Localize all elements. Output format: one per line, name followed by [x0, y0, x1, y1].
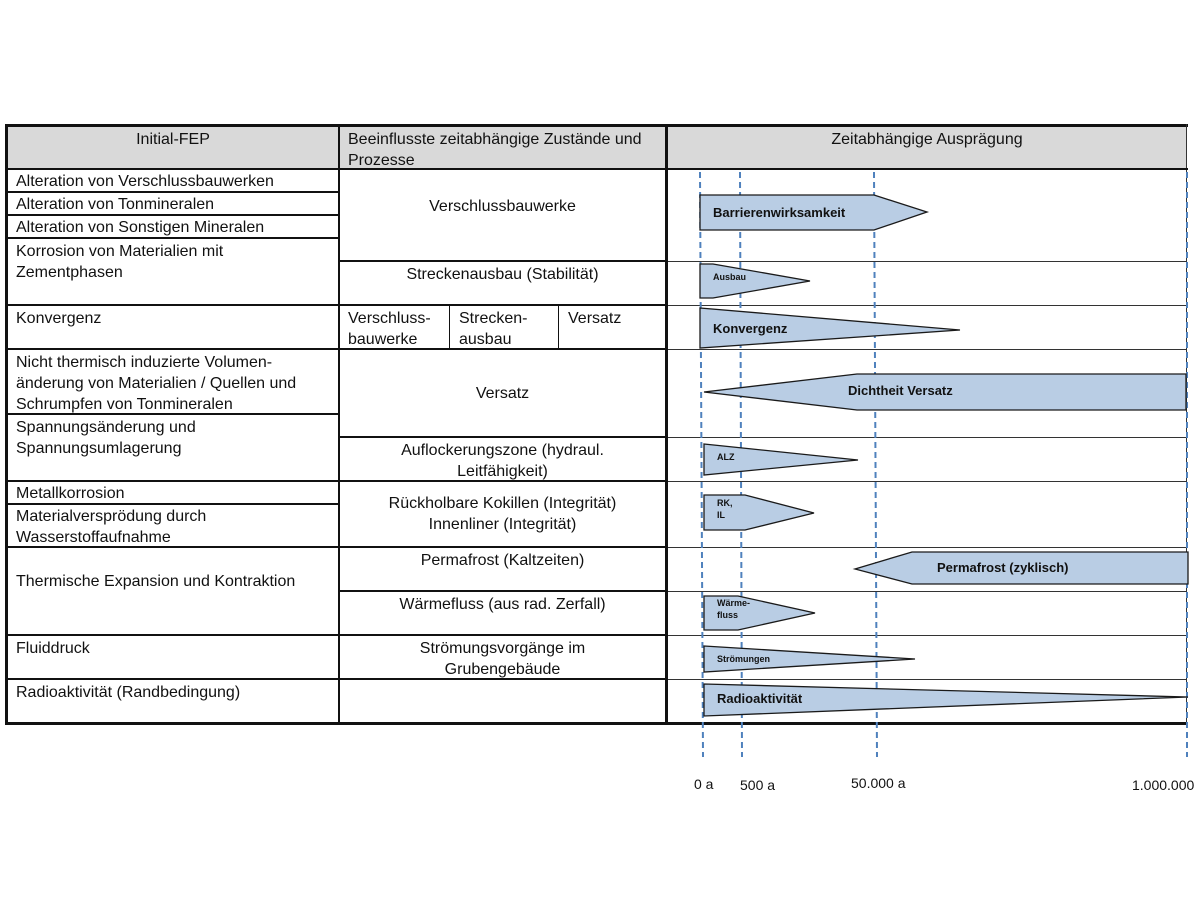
timeline-arrow-label: Barrierenwirksamkeit	[713, 205, 846, 220]
process-cell: Wärmefluss (aus rad. Zerfall)	[399, 596, 606, 613]
timeline-arrow-label: Radioaktivität	[717, 691, 803, 706]
timeline-arrow-label: Permafrost (zyklisch)	[937, 560, 1069, 575]
process-cell: Versatz	[475, 384, 530, 402]
fep-cell: Alteration von Verschlussbauwerken	[16, 173, 274, 190]
timeline-arrow-label: Wärme-fluss	[717, 598, 751, 620]
fep-cell: Konvergenz	[16, 310, 102, 327]
dash-line-0a	[700, 172, 703, 757]
fep-cell: Radioaktivität (Randbedingung)	[16, 684, 241, 701]
timeline-arrow-label: Dichtheit Versatz	[848, 383, 953, 398]
fep-cell: Korrosion von Materialien mit Zementphasen	[16, 243, 224, 281]
process-subcell: Strecken-ausbau	[459, 310, 528, 348]
tick-label-50000a: 50.000 a	[851, 775, 906, 791]
process-cell: Streckenausbau (Stabilität)	[406, 266, 599, 283]
timeline-arrow-label: RK, IL	[717, 498, 733, 520]
timeline-arrow-label: Ausbau	[713, 272, 747, 282]
header-processes: Beeinflusste zeitabhängige Zustände und Prozesse	[340, 127, 665, 168]
process-cell: Auflockerungszone (hydraul. Leitfähigkeit)	[401, 442, 604, 480]
dash-line-50000a	[874, 172, 877, 757]
fep-cell: Alteration von Sonstigen Mineralen	[16, 219, 265, 236]
header-initial-fep: Initial-FEP	[8, 127, 338, 168]
fep-cell: Alteration von Tonmineralen	[16, 196, 215, 213]
tick-label-1000000: 1.000.000	[1132, 777, 1195, 793]
tick-label-500a: 500 a	[740, 777, 776, 793]
fep-cell: Fluiddruck	[16, 640, 90, 657]
process-cell: Strömungsvorgänge im Grubengebäude	[419, 640, 586, 678]
tick-label-0a: 0 a	[694, 776, 714, 792]
header-time-evolution: Zeitabhängige Ausprägung	[668, 127, 1186, 168]
process-cell: Verschlussbauwerke	[429, 197, 576, 215]
fep-cell: Thermische Expansion und Kontraktion	[16, 572, 296, 590]
process-cell: Permafrost (Kaltzeiten)	[420, 552, 585, 569]
fep-cell: Materialversprödung durch Wasserstoffaufnahme	[16, 508, 207, 546]
timeline-arrow-label: Strömungen	[717, 654, 770, 664]
timeline-arrow-label: ALZ	[717, 452, 735, 462]
process-cell: Rückholbare Kokillen (Integrität) Innenliner (Integrität)	[388, 495, 617, 533]
fep-cell: Metallkorrosion	[16, 485, 125, 502]
process-subcell: Verschluss-bauwerke	[348, 310, 431, 348]
timeline-arrow-label: Konvergenz	[713, 321, 788, 336]
fep-cell: Spannungsänderung und Spannungsumlagerung	[16, 419, 196, 457]
process-subcell: Versatz	[568, 310, 622, 327]
fep-cell: Nicht thermisch induzierte Volumen-änderung von Materialien / Quellen und Schrumpfen von Tonmineralen	[16, 354, 297, 413]
